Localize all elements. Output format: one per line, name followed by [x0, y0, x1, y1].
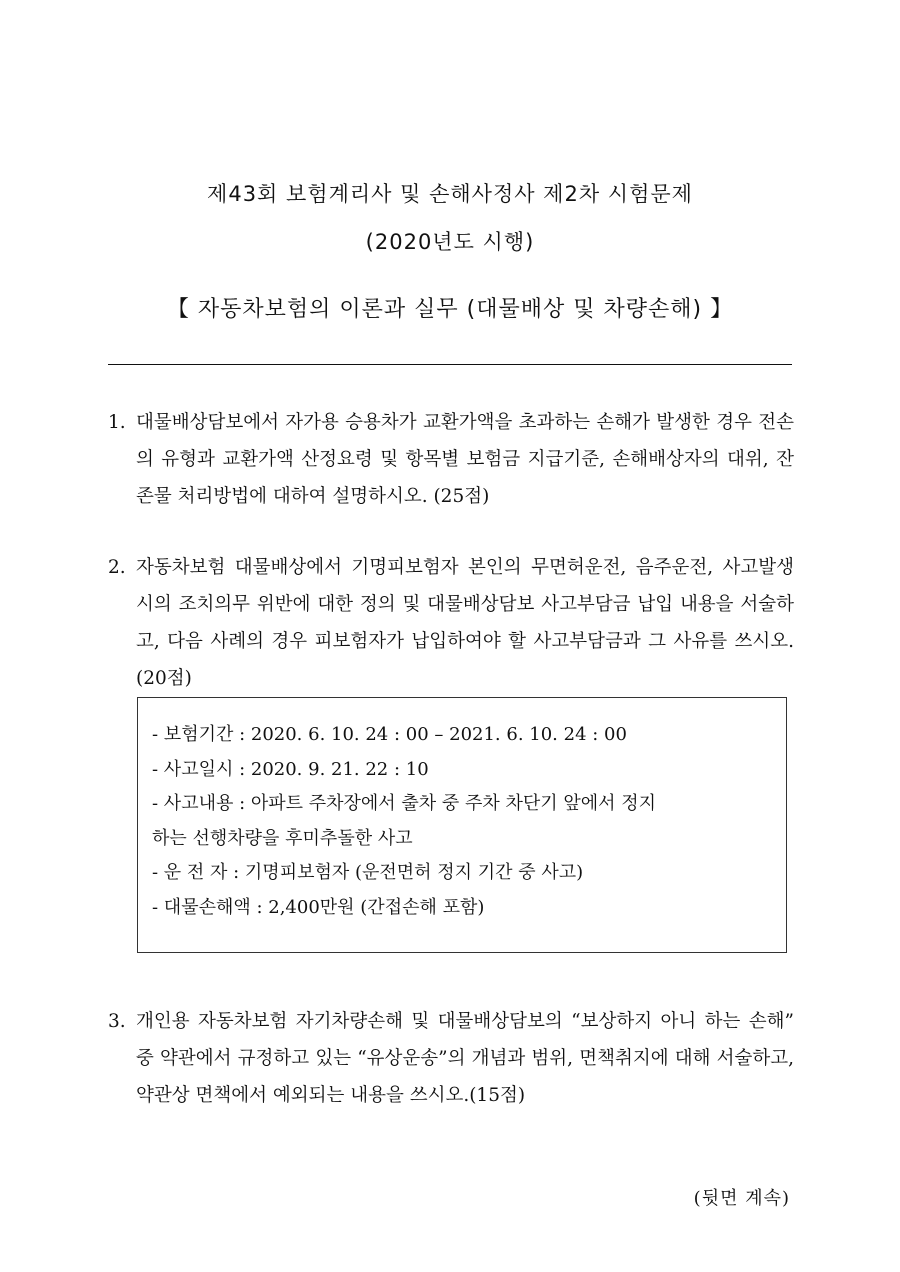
question-3	[108, 1003, 794, 1114]
case-row-accident-details-cont: 하는 선행차량을 후미추돌한 사고	[152, 827, 413, 849]
exam-title: 제43회 보험계리사 및 손해사정사 제2차 시험문제	[207, 182, 693, 206]
case-box	[137, 697, 787, 953]
question-2	[108, 549, 794, 697]
case-row-accident-datetime: - 사고일시 : 2020. 9. 21. 22 : 10	[152, 758, 429, 780]
case-row-driver: - 운 전 자 : 기명피보험자 (운전면허 정지 기간 중 사고)	[152, 862, 584, 883]
question-number: 2.	[108, 557, 126, 578]
exam-subject: 【 자동차보험의 이론과 실무 (대물배상 및 차량손해) 】	[166, 297, 734, 322]
question-number: 3.	[108, 1011, 126, 1032]
case-row-damage-amount: - 대물손해액 : 2,400만원 (간접손해 포함)	[152, 896, 485, 918]
divider-line	[108, 364, 792, 365]
question-text: 자동차보험 대물배상에서 기명피보험자 본인의 무면허운전, 음주운전, 사고발생 시의 조치의무 위반에 대한 정의 및 대물배상담보 사고부담금 납입 내용을 서술하고, 다음 사례의 경우 피보험자가 납입하여야 할 사고부담금과 그 사유를 쓰시오. (20점)	[136, 557, 794, 689]
case-row-accident-details: - 사고내용 : 아파트 주차장에서 출차 중 주차 차단기 앞에서 정지	[152, 793, 657, 814]
exam-year: (2020년도 시행)	[365, 230, 535, 254]
question-number: 1.	[108, 412, 126, 433]
case-row-insurance-period: - 보험기간 : 2020. 6. 10. 24 : 00 – 2021. 6. 10. 24 : 00	[152, 724, 627, 745]
continued-note: (뒷면 계속)	[693, 1188, 790, 1209]
question-text: 개인용 자동차보험 자기차량손해 및 대물배상담보의 “보상하지 아니 하는 손해” 중 약관에서 규정하고 있는 “유상운송”의 개념과 범위, 면책취지에 대해 서술하고, 약관상 면책에서 예외되는 내용을 쓰시오.(15점)	[136, 1011, 794, 1106]
question-text: 대물배상담보에서 자가용 승용차가 교환가액을 초과하는 손해가 발생한 경우 전손의 유형과 교환가액 산정요령 및 항목별 보험금 지급기준, 손해배상자의 대위, 잔존물 처리방법에 대하여 설명하시오. (25점)	[136, 412, 794, 507]
question-1	[108, 404, 794, 515]
